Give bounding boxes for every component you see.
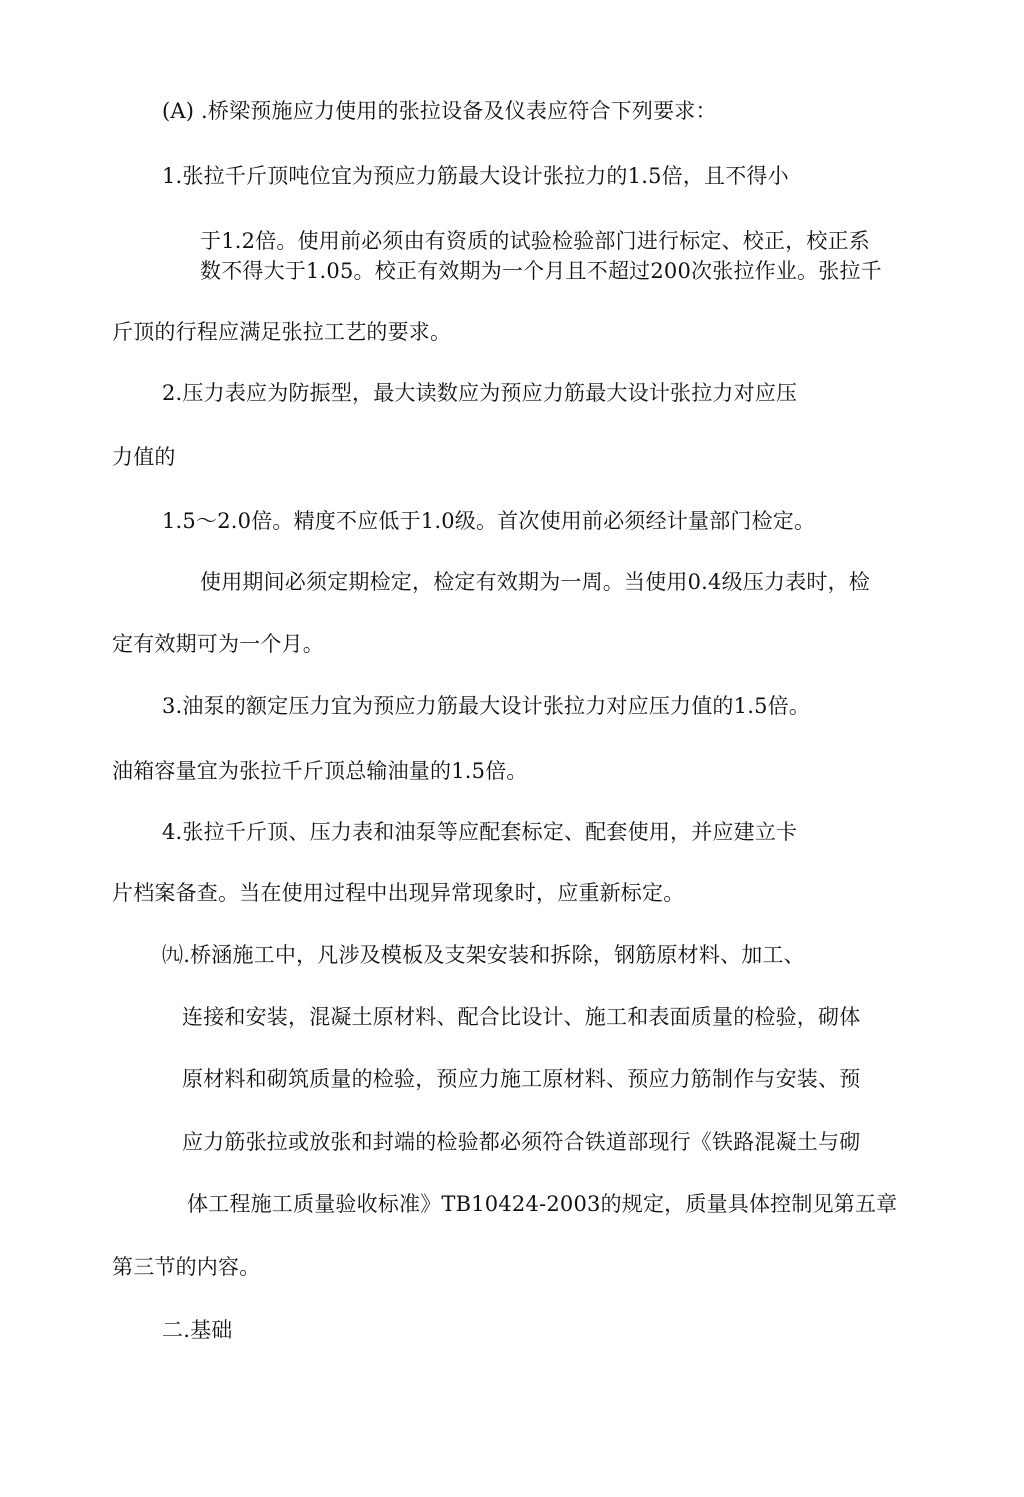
text-line: 2.压力表应为防振型，最大读数应为预应力筋最大设计张拉力对应压 bbox=[162, 381, 798, 405]
text-line: 1.5〜2.0倍。精度不应低于1.0级。首次使用前必须经计量部门检定。 bbox=[162, 509, 816, 533]
text-line: 应力筋张拉或放张和封端的检验都必须符合铁道部现行《铁路混凝土与砌 bbox=[182, 1130, 861, 1154]
text-line: 3.油泵的额定压力宜为预应力筋最大设计张拉力对应压力值的1.5倍。 bbox=[162, 694, 811, 718]
text-line: 数不得大于1.05。校正有效期为一个月且不超过200次张拉作业。张拉千 bbox=[200, 259, 882, 283]
text-line: ㈨.桥涵施工中，凡涉及模板及支架安装和拆除，钢筋原材料、加工、 bbox=[162, 943, 805, 967]
text-line: 使用期间必须定期检定，检定有效期为一周。当使用0.4级压力表时，检 bbox=[200, 570, 870, 594]
text-line: 片档案备查。当在使用过程中出现异常现象时，应重新标定。 bbox=[112, 881, 685, 905]
section-heading: 二.基础 bbox=[162, 1318, 233, 1342]
text-line: 油箱容量宜为张拉千斤顶总输油量的1.5倍。 bbox=[112, 759, 528, 783]
text-line: 斤顶的行程应满足张拉工艺的要求。 bbox=[112, 320, 452, 344]
text-line: (A) .桥梁预施应力使用的张拉设备及仪表应符合下列要求： bbox=[162, 99, 717, 123]
text-line: 力值的 bbox=[112, 445, 176, 469]
text-line: 体工程施工质量验收标准》TB10424-2003的规定，质量具体控制见第五章 bbox=[187, 1192, 898, 1216]
text-line: 定有效期可为一个月。 bbox=[112, 632, 324, 656]
text-line: 第三节的内容。 bbox=[112, 1255, 261, 1279]
text-line: 于1.2倍。使用前必须由有资质的试验检验部门进行标定、校正，校正系 bbox=[200, 229, 870, 253]
text-line: 连接和安装，混凝土原材料、配合比设计、施工和表面质量的检验，砌体 bbox=[182, 1005, 861, 1029]
text-line: 1.张拉千斤顶吨位宜为预应力筋最大设计张拉力的1.5倍，且不得小 bbox=[162, 164, 789, 188]
text-line: 4.张拉千斤顶、压力表和油泵等应配套标定、配套使用，并应建立卡 bbox=[162, 820, 798, 844]
text-line: 原材料和砌筑质量的检验，预应力施工原材料、预应力筋制作与安装、预 bbox=[182, 1067, 861, 1091]
